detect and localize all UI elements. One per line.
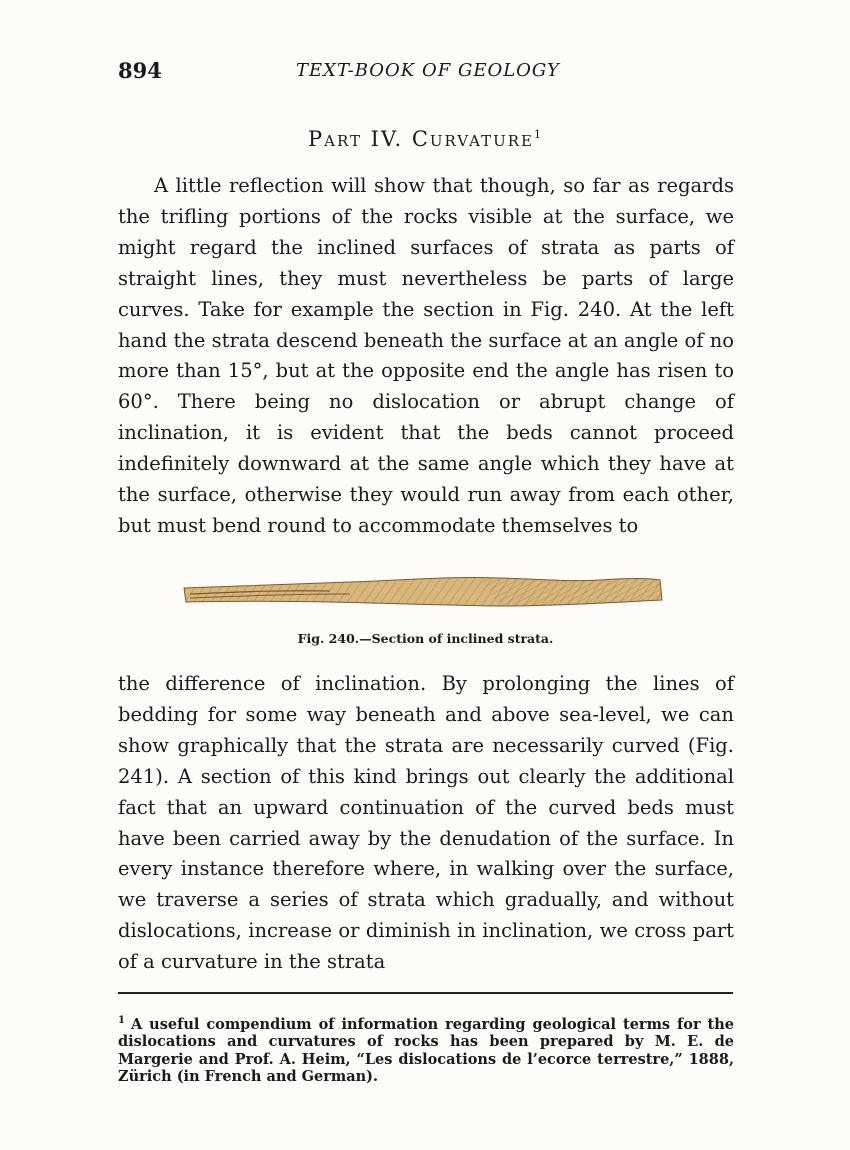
section-heading-text: Part IV. Curvature (308, 127, 534, 151)
footnote-reference[interactable]: 1 (534, 128, 543, 141)
figure-240 (180, 572, 670, 612)
footnote (118, 1012, 734, 1085)
footnote-text: A useful compendium of information regarding geological terms for the dislocations and curvatures of rocks has been prepared by M. E. de Margerie and Prof. A. Heim, “Les dislocations de l’ecorce terrestre,” 1888, Zürich (in French and German). (118, 1015, 734, 1086)
footnote-mark: 1 (118, 1015, 125, 1026)
running-title: TEXT-BOOK OF GEOLOGY (296, 60, 560, 81)
paragraph-1: A little reflection will show that though, so far as regards the trifling portions of the rocks visible at the surface, we might regard the inclined surfaces of strata as parts of straight lines, they must nevertheless be parts of large curves. Take for example the section in Fig. 240. At the left hand the strata descend beneath the surface at an angle of no more than 15°, but at the opposite end the angle has risen to 60°. There being no dislocation or abrupt change of inclination, it is evident that the beds cannot proceed indefinitely downward at the same angle which they have at the surface, otherwise they would run away from each other, but must bend round to accommodate themselves to (118, 174, 734, 537)
page-header (118, 58, 738, 88)
strata-section-illustration (180, 572, 670, 612)
page-number: 894 (118, 58, 162, 83)
section-heading (118, 127, 733, 151)
footnote-divider (118, 992, 733, 994)
figure-caption: Fig. 240.—Section of inclined strata. (297, 631, 554, 646)
paragraph-2: the difference of inclination. By prolonging the lines of bedding for some way beneath and above sea-level, we can show graphically that the strata are necessarily curved (Fig. 241). A section of this kind brings out clearly the additional fact that an upward continuation of the curved beds must have been carried away by the denudation of the surface. In every instance therefore where, in walking over the surface, we traverse a series of strata which gradually, and without dislocations, increase or diminish in inclination, we cross part of a curvature in the strata (118, 672, 734, 974)
